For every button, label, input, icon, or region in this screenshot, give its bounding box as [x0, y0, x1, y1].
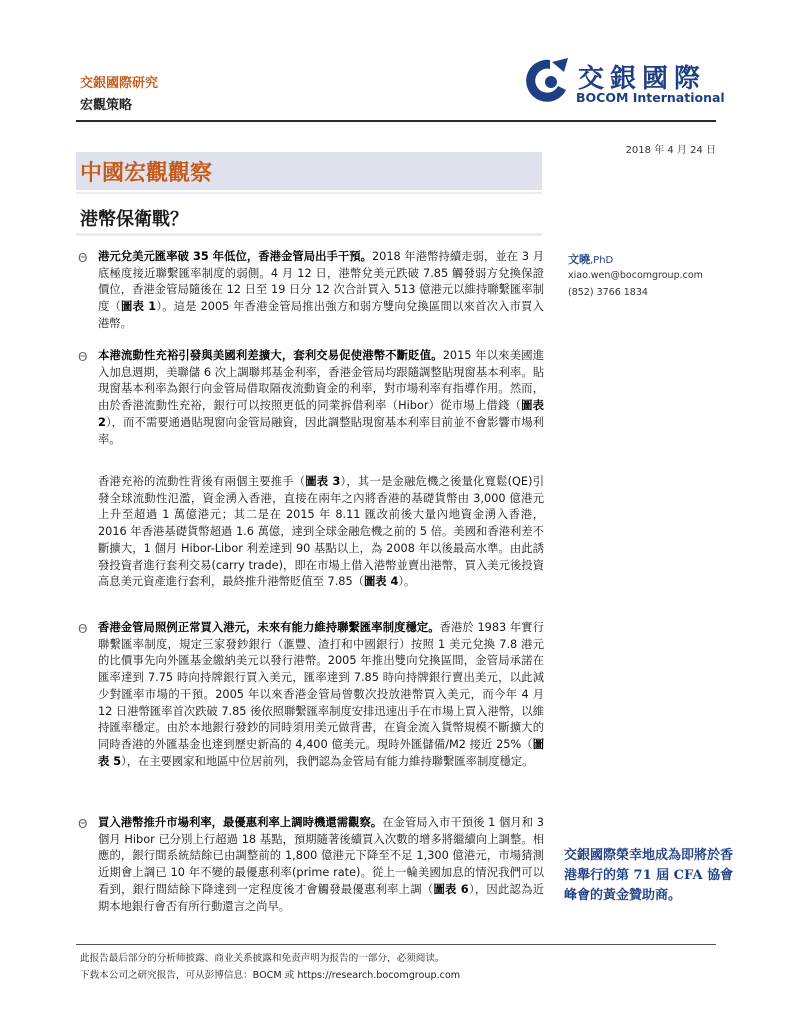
figure-ref: 圖表 5 [98, 737, 544, 768]
org-name: 交銀國際研究 [80, 76, 159, 91]
paragraph-5 [98, 815, 544, 915]
footer-divider [76, 944, 716, 945]
author-email[interactable]: xiao.wen@bocomgroup.com [568, 270, 703, 281]
bocom-logo-icon [520, 56, 572, 106]
footer-download-info[interactable]: 下载本公司之研究报告，可从彭博信息：BOCM 或 https://research.bocomgroup.com [80, 970, 461, 981]
section-name: 宏觀策略 [80, 98, 133, 113]
logo-en-text: BOCOM International [576, 90, 725, 105]
figure-ref: 圖表 6 [433, 882, 469, 896]
paragraph-text: ），因此認為近期本地銀行會否有所行動還言之尚早。 [98, 882, 544, 913]
author-name [568, 251, 613, 267]
author-degree: ,PhD [590, 255, 614, 266]
author-name-text: 文曉 [568, 253, 590, 266]
paragraph-text: 2018 年港幣持續走弱，並在 3 月底極度接近聯繫匯率制度的弱側。4 月 12 日，港幣兌美元跌破 7.85 觸發弱方兌換保證價位，香港金管局隨後在 12 日至 19 日分 12 次合計買入 513 億港元以維持聯繫匯率制度（ [98, 250, 544, 314]
subtitle-underband [76, 233, 542, 236]
paragraph-text: ）。這是 2005 年香港金管局推出強方和弱方雙向兌換區間以來首次入市買入港幣。 [98, 300, 544, 330]
report-subtitle: 港幣保衛戰？ [80, 209, 188, 230]
footer-disclaimer: 此报告最后部分的分析师披露、商业关系披露和免责声明为报告的一部分，必须阅读。 [80, 953, 445, 964]
bullet-icon: Θ [78, 817, 88, 831]
paragraph-text: ）。 [398, 575, 416, 589]
paragraph-lead: 買入港幣推升市場利率，最優惠利率上調時機還需觀察。 [98, 816, 383, 829]
figure-ref: 圖表 1 [121, 300, 157, 314]
bullet-icon: Θ [78, 350, 88, 364]
paragraph-text: 香港於 1983 年實行聯繫匯率制度，規定三家發鈔銀行（滙豐、渣打和中國銀行）按照 1 美元兌換 7.8 港元的比價事先向外匯基金繳納美元以發行港幣。2005 年推出雙向兌換區間，金管局承諾在匯率達到 7.75 時向持牌銀行買入美元，匯率達到 7.85 時向持牌銀行賣出美元，以此減少對匯率市場的干預。2005 年以來香港金管局曾數次投放港幣買入美元，而今年 4 月 12 日港幣匯率首次跌破 7.85 後依照聯繫匯率制度安排迅速出手在市場上買入港幣，以維持匯率穩定。由於本地銀行發鈔的同時須用美元做背書，在資金流入貨幣規模不斷擴大的同時香港的外匯基金也達到歷史新高的 4,400 億美元。現時外匯儲備/M2 接近 25%（ [98, 621, 544, 751]
paragraph-lead: 港元兌美元匯率破 35 年低位，香港金管局出手干預。 [98, 250, 372, 263]
figure-ref: 圖表 3 [305, 475, 341, 488]
paragraph-2 [98, 348, 544, 448]
paragraph-text: ），而不需要通過貼現窗向金管局融資，因此調整貼現窗基本利率目前並不會影響市場利率。 [98, 415, 544, 446]
figure-ref: 圖表 2 [98, 399, 544, 429]
paragraph-text: 在金管局入市干預後 1 個月和 3 個月 Hibor 已分別上行超過 18 基點，預期隨著後續買入次數的增多將繼續向上調整。相應的，銀行間系統結餘已由調整前的 1,800 億港元下降至不足 1,300 億港元，市場猜測近期會上調已 10 年不變的最優惠利率(prime rate)。從上一輪美國加息的情況我們可以看到，銀行間結餘下降達到一定程度後才會觸發最優惠利率上調（ [98, 816, 544, 896]
paragraph-4 [98, 620, 544, 770]
paragraph-text: 2015 年以來美國進入加息週期，美聯儲 6 次上調聯邦基金利率，香港金管局均跟隨調整貼現窗基本利率。貼現窗基本利率為銀行向金管局借取隔夜流動資金的利率，對市場利率有指導作用。然而，由於香港流動性充裕，銀行可以按照更低的同業拆借利率（Hibor）從市場上借錢（ [98, 349, 545, 413]
figure-ref: 圖表 4 [363, 575, 399, 589]
bocom-logo [520, 56, 725, 106]
author-phone: (852) 3766 1834 [568, 287, 648, 298]
bullet-icon: Θ [78, 622, 88, 636]
header-divider [76, 120, 716, 122]
paragraph-3 [98, 474, 544, 591]
report-title: 中國宏觀觀察 [80, 160, 213, 186]
paragraph-lead: 香港金管局照例正常買入港元，未來有能力維持聯繫匯率制度穩定。 [98, 621, 440, 634]
paragraph-lead: 本港流動性充裕引發與美國利差擴大，套利交易促使港幣不斷貶值。 [98, 349, 443, 362]
paragraph-text: ），其一是金融危機之後量化寬鬆(QE)引發全球流動性氾濫，資金湧入香港，直接在兩年之內將香港的基礎貨幣由 3,000 億港元上升至超過 1 萬億港元；其二是在 2015 年 8.11 匯改前後大量內地資金湧入香港，2016 年香港基礎貨幣超過 1.6 萬億，達到全球金融危機之前的 5 倍。美國和香港利差不斷擴大，1 個月 Hibor-Libor 利差達到 90 基點以上，為 2008 年以後最高水準。由此誘發投資者進行套利交易(carry trade)，即在市場上借入港幣並賣出港幣，買入美元後投資高息美元資產進行套利，最終推升港幣貶值至 7.85（ [98, 475, 544, 589]
logo-cn-text: 交銀國際 [578, 64, 707, 94]
paragraph-text: 香港充裕的流動性背後有兩個主要推手（ [98, 475, 306, 488]
bullet-icon: Θ [78, 251, 88, 265]
report-date: 2018 年 4 月 24 日 [625, 145, 716, 156]
title-underband [76, 192, 542, 194]
promo-note: 交銀國際榮幸地成為即將於香港舉行的第 71 屆 CFA 協會峰會的黃金贊助商。 [564, 848, 734, 903]
paragraph-1 [98, 249, 544, 333]
paragraph-text: ），在主要國家和地區中位居前列，我們認為金管局有能力維持聯繫匯率制度穩定。 [121, 754, 534, 768]
